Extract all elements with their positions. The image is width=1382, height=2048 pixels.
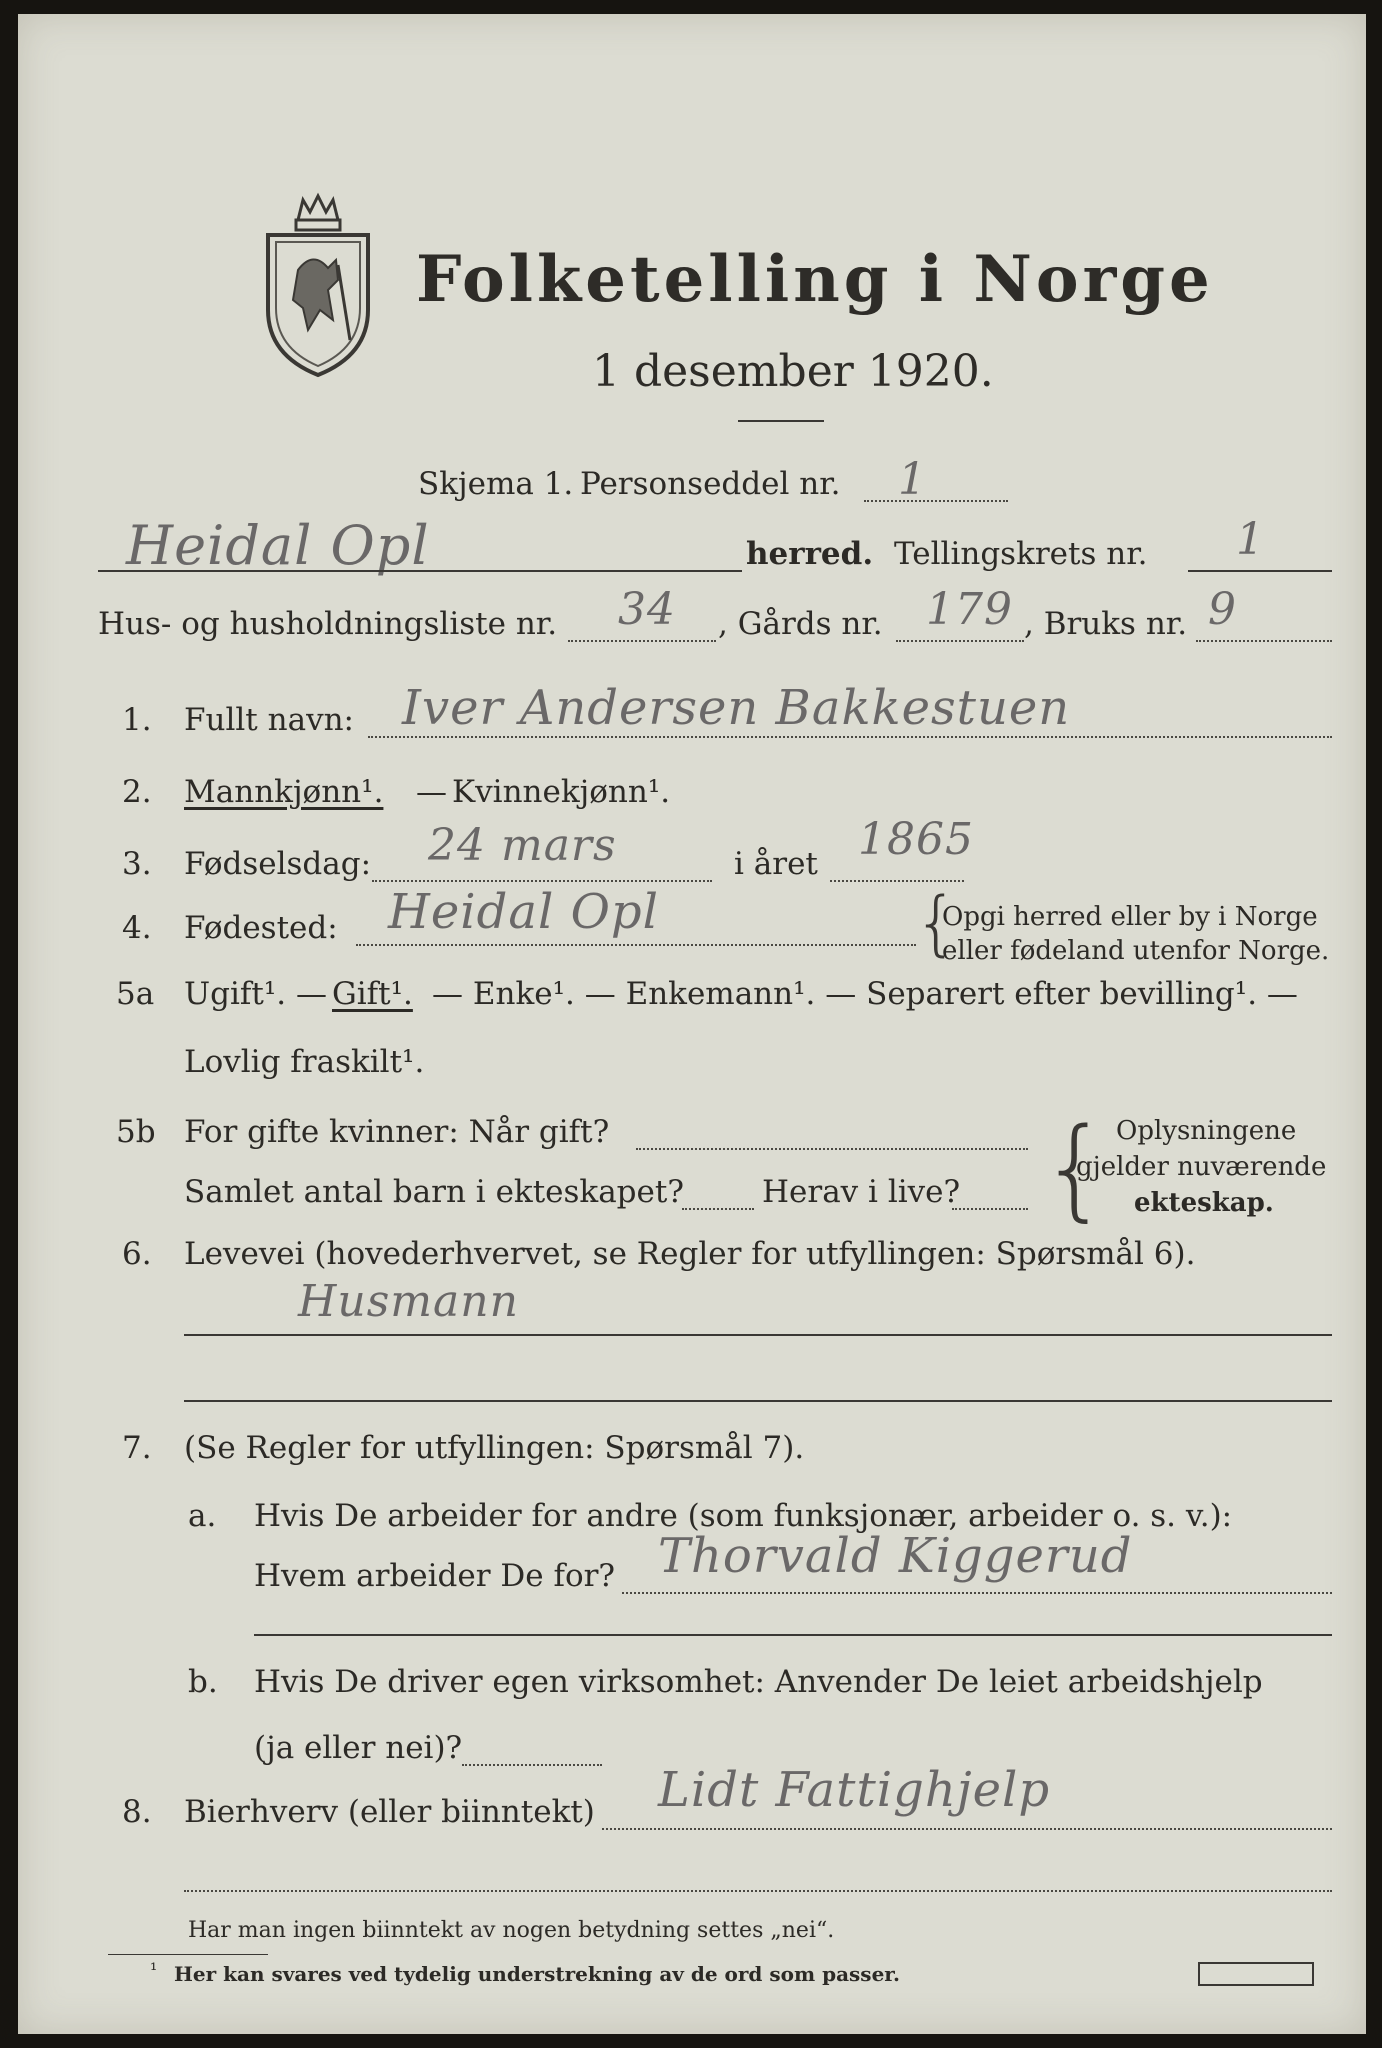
tellingskrets-value: 1 xyxy=(1236,514,1265,565)
q2-male-option: Mannkjønn¹. xyxy=(184,774,384,810)
q2-separator: — xyxy=(416,774,447,810)
form-date: 1 desember 1920. xyxy=(592,346,994,397)
q4-birthplace-value: Heidal Opl xyxy=(388,884,659,940)
nei-note: Har man ingen biinntekt av nogen betydning settes „nei“. xyxy=(188,1918,835,1943)
q7a-employer-value: Thorvald Kiggerud xyxy=(658,1528,1133,1584)
q4-note-line2: eller fødeland utenfor Norge. xyxy=(942,936,1330,966)
herred-label: herred. xyxy=(746,536,874,572)
gards-label: , Gårds nr. xyxy=(718,606,883,642)
q3-year-label: i året xyxy=(734,846,818,882)
q5b-note-line3: ekteskap. xyxy=(1134,1188,1274,1218)
q5b-number: 5b xyxy=(116,1114,156,1150)
census-form-page: Folketelling i Norge 1 desember 1920. Skjema 1. Personseddel nr. 1 Heidal Opl herred. Tellingskrets nr. 1 Hus- og husholdningsliste nr. 34 , Gårds nr. 179 , Bruks nr. 9 1. Fullt navn: Iver Andersen Bakkestuen 2. Mannkjønn¹. — Kvinnekjønn¹. 3. Fødselsdag: 24 mars i året 1865 4. Fødested: Heidal Opl { Opgi herred eller by i Norge eller fødeland utenfor Norge. 5a Ugift¹. — Gift¹. — Enke¹. — Enkemann¹. — Separert efter bevilling¹. — Lovlig fraskilt¹. 5b For gifte kvinner: Når gift? Samlet antal barn i ekteskapet? Herav i live? { Oplysningene gjelder nuværende ekteskap. 6. Levevei (hovederhvervet, se Regler for utfyllingen: Spørsmål 6). Husmann 7. (Se Regler for utfyllingen: Spørsmål 7). a. Hvis De arbeider for andre (som funksjonær, arbeider o. s. v.): Hvem arbeider De for? Thorvald Kiggerud b. Hvis De driver egen virksomhet: Anvender De leiet arbeidshjelp (ja eller nei)? 8. Bierhverv (eller biinntekt) Lidt Fattighjelp Har man ingen biinntekt av nogen betydning settes „nei“. ¹ Her kan svares ved tydelig understrekning av de ord som passer. xyxy=(18,14,1366,2034)
q5a-ugift-option: Ugift¹. — xyxy=(184,976,327,1012)
q1-full-name-value: Iver Andersen Bakkestuen xyxy=(402,680,1071,736)
q6-occupation-value: Husmann xyxy=(298,1276,519,1327)
q3-year-value: 1865 xyxy=(858,814,974,865)
q5a-fraskilt-option: Lovlig fraskilt¹. xyxy=(184,1044,425,1080)
q8-label: Bierhverv (eller biinntekt) xyxy=(184,1794,595,1830)
bruks-label: , Bruks nr. xyxy=(1024,606,1188,642)
q7a-who-label: Hvem arbeider De for? xyxy=(254,1558,616,1594)
footnote-mark: ¹ xyxy=(150,1960,158,1981)
schema-label: Skjema 1. xyxy=(418,466,574,502)
q7-number: 7. xyxy=(122,1430,152,1466)
q8-number: 8. xyxy=(122,1794,152,1830)
q7-label: (Se Regler for utfyllingen: Spørsmål 7). xyxy=(184,1430,805,1466)
q3-label: Fødselsdag: xyxy=(184,846,372,882)
q5b-children-label: Samlet antal barn i ekteskapet? xyxy=(184,1174,684,1210)
q7b-sub-label: (ja eller nei)? xyxy=(254,1730,463,1766)
personseddel-label: Personseddel nr. xyxy=(580,466,841,502)
q3-birthday-value: 24 mars xyxy=(428,820,617,871)
q5b-note-line2: gjelder nuværende xyxy=(1076,1152,1327,1182)
q8-side-income-value: Lidt Fattighjelp xyxy=(658,1762,1051,1818)
q5b-note-line1: Oplysningene xyxy=(1116,1116,1297,1146)
q3-number: 3. xyxy=(122,846,152,882)
q5a-number: 5a xyxy=(116,976,155,1012)
q5a-gift-option: Gift¹. xyxy=(332,976,413,1012)
q5b-label: For gifte kvinner: Når gift? xyxy=(184,1114,610,1150)
q1-label: Fullt navn: xyxy=(184,702,354,738)
tellingskrets-label: Tellingskrets nr. xyxy=(894,536,1148,572)
q2-female-option: Kvinnekjønn¹. xyxy=(452,774,671,810)
q2-number: 2. xyxy=(122,774,152,810)
q7b-letter: b. xyxy=(188,1664,218,1700)
q7a-letter: a. xyxy=(188,1498,217,1534)
q4-label: Fødested: xyxy=(184,910,338,946)
personseddel-value: 1 xyxy=(898,454,927,505)
hus-label: Hus- og husholdningsliste nr. xyxy=(98,606,558,642)
printer-stamp xyxy=(1198,1962,1314,1986)
gards-value: 179 xyxy=(926,584,1013,635)
q6-label: Levevei (hovederhvervet, se Regler for utfyllingen: Spørsmål 6). xyxy=(184,1236,1196,1272)
norwegian-coat-of-arms-icon xyxy=(258,190,378,380)
q7b-label: Hvis De driver egen virksomhet: Anvender De leiet arbeidshjelp xyxy=(254,1664,1263,1700)
q7a-label: Hvis De arbeider for andre (som funksjonær, arbeider o. s. v.): xyxy=(254,1498,1233,1534)
form-title: Folketelling i Norge xyxy=(416,242,1214,317)
title-divider xyxy=(738,420,824,422)
q5b-alive-label: Herav i live? xyxy=(762,1174,961,1210)
herred-value: Heidal Opl xyxy=(126,514,430,577)
footnote: Her kan svares ved tydelig understrekning av de ord som passer. xyxy=(174,1962,900,1986)
q4-number: 4. xyxy=(122,910,152,946)
q4-note-line1: Opgi herred eller by i Norge xyxy=(942,902,1318,932)
q1-number: 1. xyxy=(122,702,152,738)
hus-value: 34 xyxy=(618,584,676,635)
q6-number: 6. xyxy=(122,1236,152,1272)
bruks-value: 9 xyxy=(1208,584,1237,635)
q5a-other-options: — Enke¹. — Enkemann¹. — Separert efter bevilling¹. — xyxy=(432,976,1298,1012)
